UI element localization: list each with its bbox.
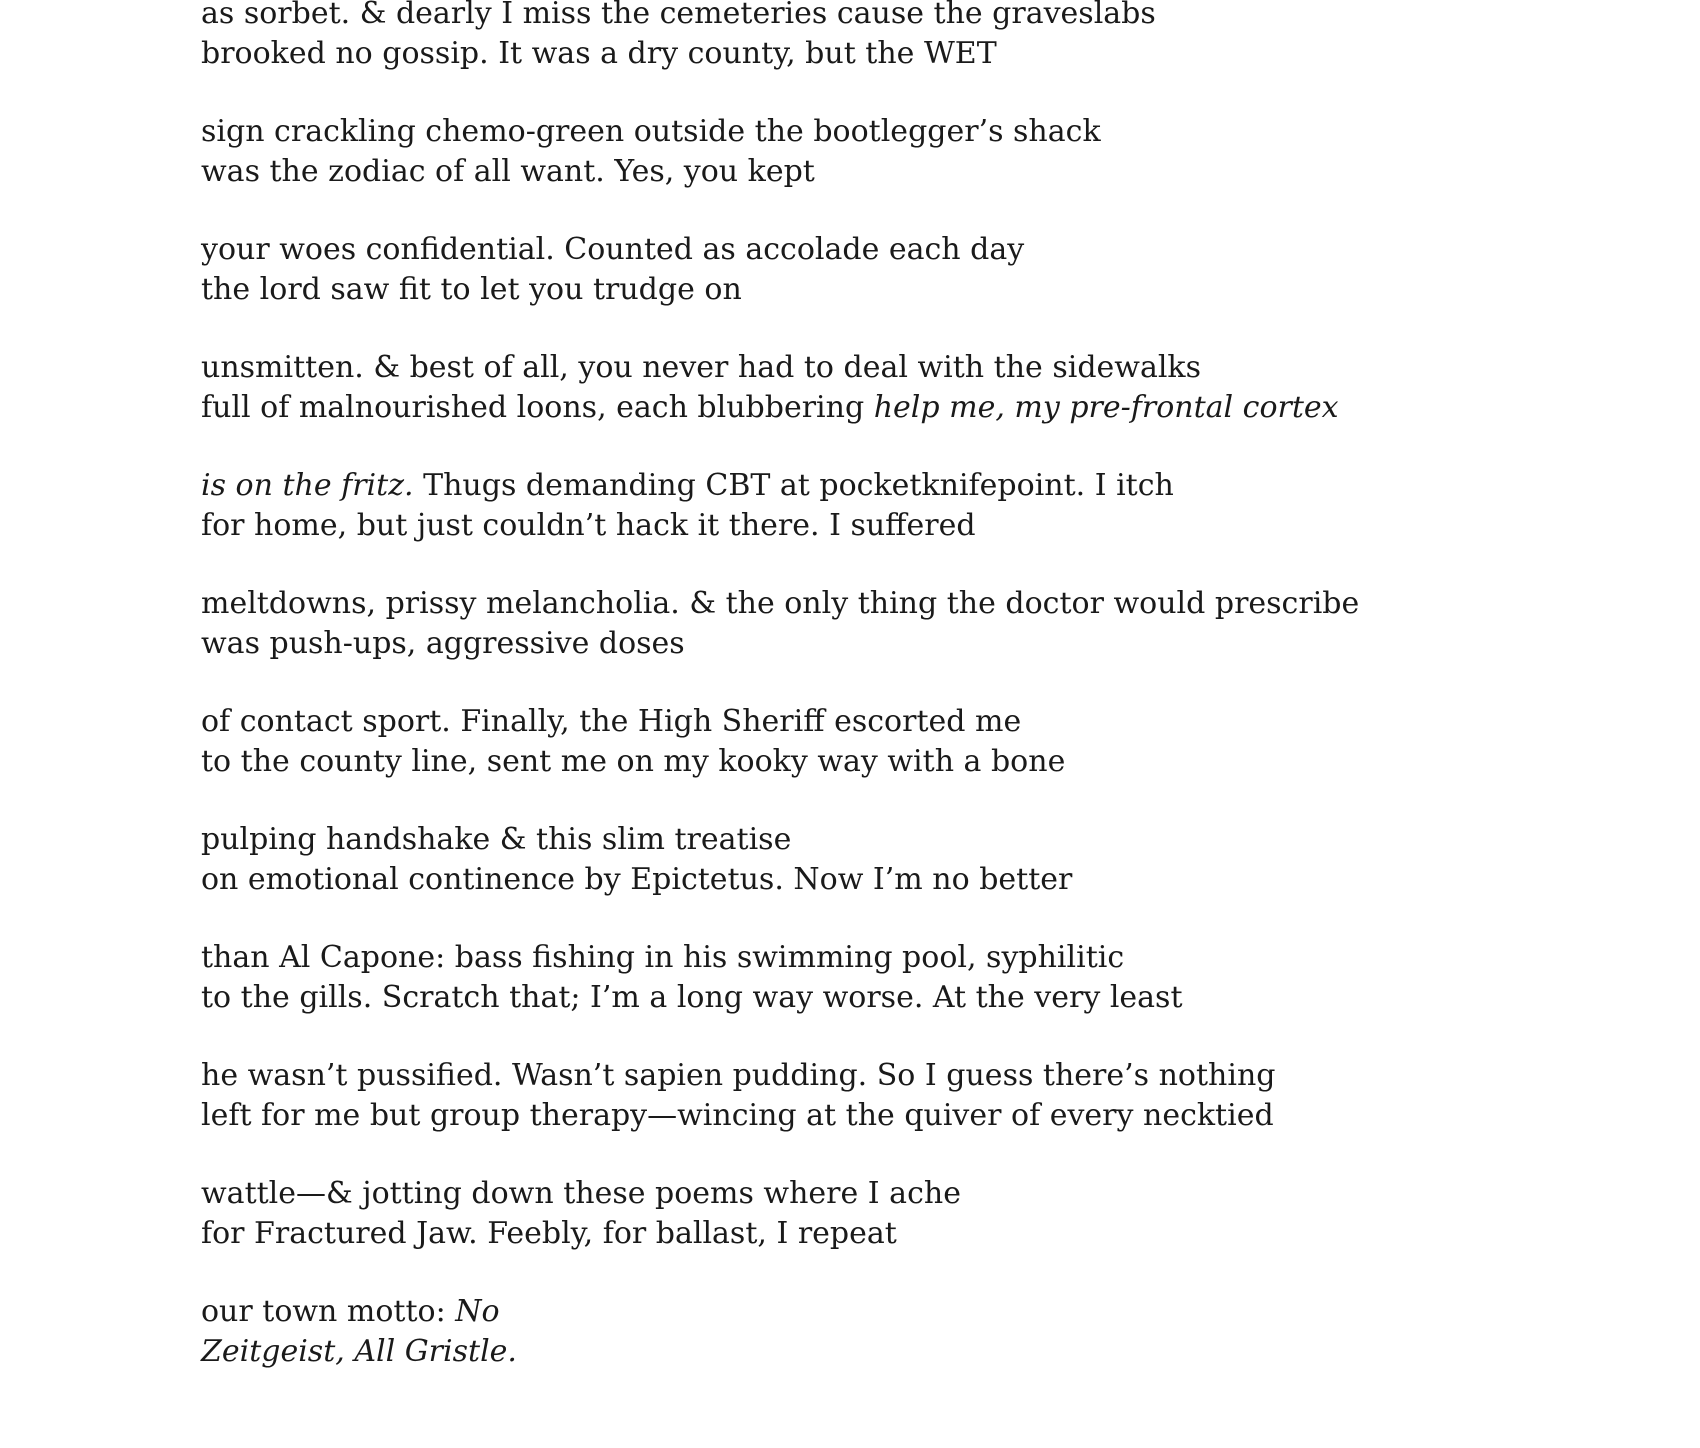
text-run: brooked no gossip. It was a dry county, but the WET: [201, 35, 997, 71]
text-run: meltdowns, prissy melancholia. & the only thing the doctor would prescribe: [201, 586, 1360, 621]
text-run: to the gills. Scratch that; I’m a long way worse. At the very least: [201, 979, 1183, 1015]
poem-line: [201, 938, 1359, 978]
poem-line: [201, 34, 1359, 74]
poem-line: [201, 230, 1359, 270]
text-run: was the zodiac of all want. Yes, you kept: [201, 153, 815, 189]
poem-line: [201, 978, 1359, 1018]
poem-body: [201, 0, 1359, 1410]
poem-line: [201, 624, 1359, 664]
poem-line: [201, 820, 1359, 860]
stanza-6: [201, 584, 1359, 663]
stanza-9: [201, 938, 1359, 1017]
stanza-10: [201, 1056, 1359, 1135]
poem-line: [201, 742, 1359, 782]
text-run: wattle—& jotting down these poems where I ache: [201, 1176, 961, 1211]
italic-text-run: No: [455, 1294, 500, 1329]
poem-line: [201, 1096, 1359, 1136]
poem-line: [201, 112, 1359, 152]
poem-line: [201, 584, 1359, 624]
text-run: sign crackling chemo-green outside the bootlegger’s shack: [201, 114, 1101, 149]
poem-line: [201, 0, 1359, 34]
text-run: your woes confidential. Counted as accolade each day: [201, 232, 1025, 267]
stanza-8: [201, 820, 1359, 899]
poem-line: [201, 466, 1359, 506]
text-run: unsmitten. & best of all, you never had to deal with the sidewalks: [201, 350, 1202, 385]
text-run: pulping handshake & this slim treatise: [201, 822, 792, 857]
text-run: on emotional continence by Epictetus. Now I’m no better: [201, 861, 1073, 897]
text-run: he wasn’t pussified. Wasn’t sapien pudding. So I guess there’s nothing: [201, 1058, 1276, 1093]
stanza-11: [201, 1174, 1359, 1253]
italic-text-run: help me, my pre-frontal cortex: [873, 389, 1339, 425]
poem-line: [201, 1214, 1359, 1254]
stanza-3: [201, 230, 1359, 309]
text-run: to the county line, sent me on my kooky way with a bone: [201, 743, 1066, 779]
text-run: for Fractured Jaw. Feebly, for ballast, I repeat: [201, 1215, 897, 1251]
italic-text-run: Zeitgeist, All Gristle.: [201, 1333, 517, 1369]
poem-line: [201, 506, 1359, 546]
text-run: the lord saw fit to let you trudge on: [201, 271, 742, 307]
poem-line: [201, 270, 1359, 310]
italic-text-run: is on the fritz.: [201, 468, 414, 503]
poem-line: [201, 348, 1359, 388]
text-run: full of malnourished loons, each blubbering: [201, 389, 874, 425]
stanza-12: [201, 1292, 1359, 1371]
stanza-4: [201, 348, 1359, 427]
stanza-5: [201, 466, 1359, 545]
text-run: left for me but group therapy—wincing at the quiver of every necktied: [201, 1097, 1274, 1133]
poem-line: [201, 1292, 1359, 1332]
text-run: for home, but just couldn’t hack it there. I suffered: [201, 507, 976, 543]
stanza-1: [201, 0, 1359, 73]
poem-line: [201, 388, 1359, 428]
stanza-7: [201, 702, 1359, 781]
stanza-2: [201, 112, 1359, 191]
text-run: than Al Capone: bass fishing in his swimming pool, syphilitic: [201, 940, 1125, 975]
poem-line: [201, 860, 1359, 900]
text-run: was push-ups, aggressive doses: [201, 625, 685, 661]
text-run: our town motto:: [201, 1294, 456, 1329]
poem-line: [201, 1056, 1359, 1096]
poem-line: [201, 1174, 1359, 1214]
text-run: as sorbet. & dearly I miss the cemeteries cause the graveslabs: [201, 0, 1156, 31]
poem-line: [201, 702, 1359, 742]
text-run: Thugs demanding CBT at pocketknifepoint. I itch: [413, 468, 1174, 503]
poem-line: [201, 152, 1359, 192]
text-run: of contact sport. Finally, the High Sheriff escorted me: [201, 704, 1022, 739]
poem-line: [201, 1332, 1359, 1372]
